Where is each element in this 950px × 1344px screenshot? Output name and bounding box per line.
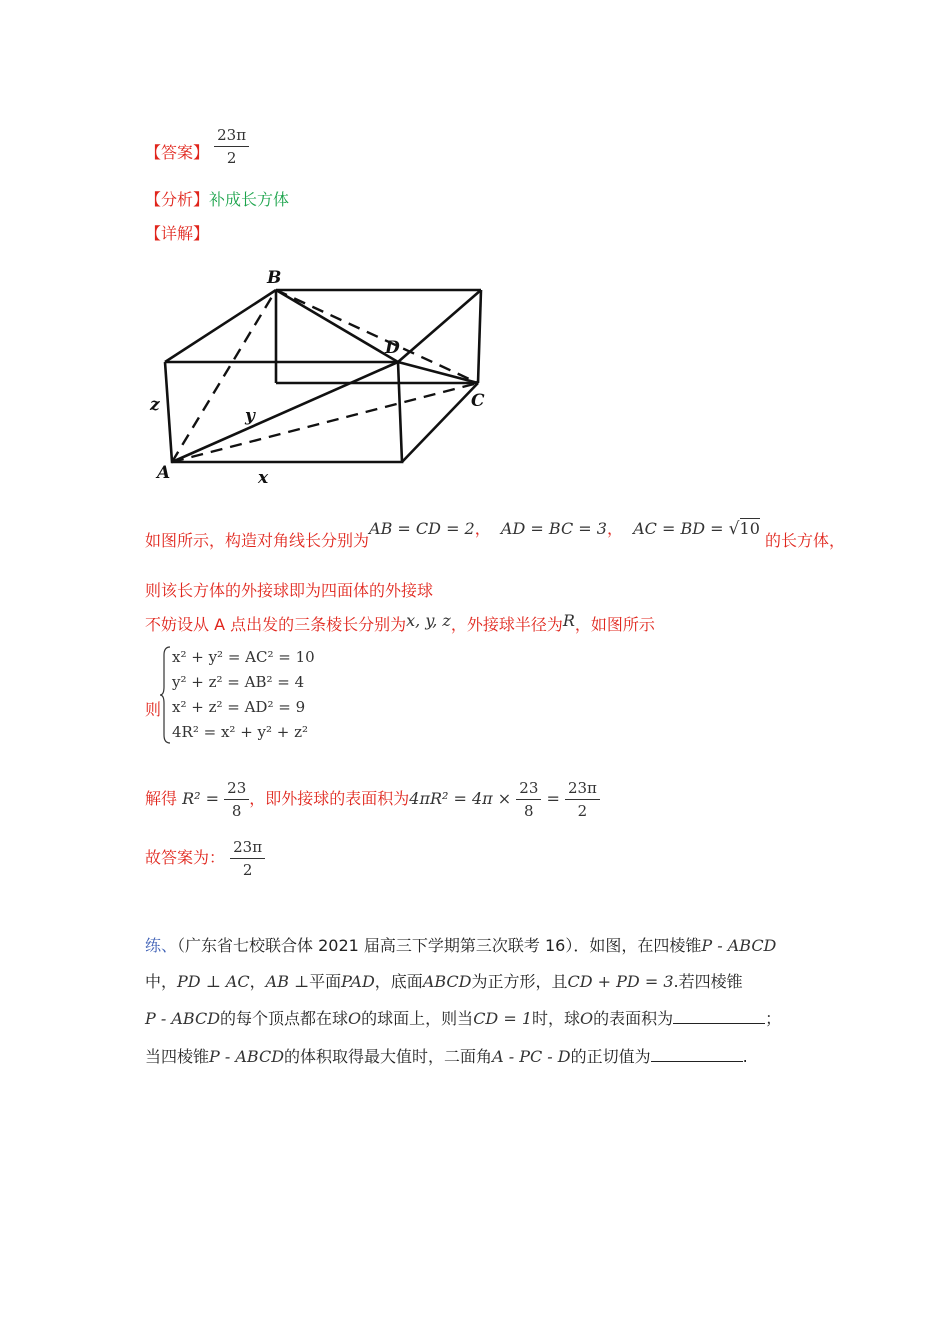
p1-eq2: AD = BC = 3: [500, 519, 607, 538]
solve-eq: =: [546, 789, 560, 808]
p1-sep2: ，: [606, 519, 623, 538]
ex2-k: .若四棱锥: [673, 972, 743, 991]
ex4-f: .: [742, 1047, 748, 1066]
ex3-i: ；: [765, 1009, 782, 1028]
solve-fraction-3: [565, 779, 600, 820]
ex2-sum: CD + PD = 3: [567, 972, 674, 991]
exercise-source: （广东省七校联合体 2021 届高三下学期第三次联考 16）．如图，在四棱锥: [177, 936, 702, 955]
vertex-a-label: A: [157, 463, 171, 483]
solve-f2-den: 8: [524, 802, 534, 820]
p3-tail: ，如图所示: [574, 615, 655, 634]
ex2-ab: AB ⊥: [265, 972, 310, 991]
edge-x-label: x: [258, 468, 269, 488]
system-line-2: y² + z² = AB² = 4: [172, 673, 305, 691]
exercise-label: 练、: [145, 936, 178, 955]
solve-f3-num: 23π: [565, 779, 600, 800]
ex2-plane: 平面: [309, 972, 342, 991]
answer-numerator: 23π: [214, 126, 249, 147]
ex2-abcd: ABCD: [422, 972, 472, 991]
final-num: 23π: [230, 838, 265, 859]
ex4-pyramid: P - ABCD: [209, 1047, 285, 1066]
p1-radicand: 10: [739, 519, 760, 538]
p1-tail: 的长方体，: [764, 531, 845, 550]
ex2-square: 为正方形，且: [471, 972, 568, 991]
exercise-line-4: [145, 1044, 748, 1067]
paragraph-solve: [145, 779, 600, 820]
ex4-a: 当四棱锥: [145, 1047, 210, 1066]
edge-y-label: y: [245, 406, 255, 426]
ex3-h: 的表面积为: [593, 1009, 674, 1028]
solve-r2: R² =: [182, 789, 220, 808]
p1-eq3: [633, 519, 760, 538]
final-fraction: [230, 838, 265, 879]
p3-r: R: [562, 611, 575, 630]
solve-f1-num: 23: [224, 779, 249, 800]
analysis-line: [145, 187, 289, 210]
ex3-o2: O: [580, 1009, 594, 1028]
p1-lead: 如图所示，构造对角线长分别为: [145, 531, 370, 550]
ex4-c: 的体积取得最大值时，二面角: [284, 1047, 493, 1066]
ex2-base: ，底面: [374, 972, 423, 991]
answer-blank-2[interactable]: [651, 1047, 743, 1062]
vertex-b-label: B: [267, 268, 282, 288]
paragraph-sphere: 则该长方体的外接球即为四面体的外接球: [145, 581, 434, 600]
vertex-c-label: C: [471, 391, 485, 411]
ex3-b: 的每个顶点都在球: [220, 1009, 349, 1028]
cuboid-figure: [145, 260, 505, 490]
p3-vars: x, y, z: [406, 611, 451, 630]
solve-lead: 解得: [145, 789, 178, 808]
system-line-1: x² + y² = AC² = 10: [172, 648, 315, 666]
ex2-a: 中，: [145, 972, 178, 991]
paragraph-assume: [145, 612, 655, 635]
ex4-angle: A - PC - D: [492, 1047, 571, 1066]
paragraph-construct: [145, 516, 845, 550]
p1-eq3-left: AC = BD =: [633, 519, 729, 538]
ex4-e: 的正切值为: [570, 1047, 651, 1066]
edge-z-label: z: [150, 395, 160, 415]
ex3-o1: O: [348, 1009, 362, 1028]
analysis-tag: 【分析】: [145, 190, 210, 209]
final-den: 2: [242, 861, 253, 879]
exercise-pyramid-1: P - ABCD: [701, 936, 777, 955]
answer-fraction: [214, 126, 249, 167]
exercise-line-1: [145, 933, 776, 956]
p3-mid: ，外接球半径为: [450, 615, 563, 634]
system-prefix: 则: [145, 700, 162, 719]
diagonal-dashes: [172, 290, 478, 462]
ex3-pyramid: P - ABCD: [145, 1009, 221, 1028]
solve-f1-den: 8: [231, 802, 242, 820]
p1-sep1: ，: [474, 519, 491, 538]
detail-tag: 【详解】: [145, 224, 210, 243]
equation-system: [172, 648, 322, 748]
cuboid-edges: [165, 290, 481, 462]
ex3-f: 时，球: [532, 1009, 581, 1028]
solve-expr: 4πR² = 4π ×: [409, 789, 512, 808]
sqrt-icon: √: [728, 519, 740, 539]
analysis-text: 补成长方体: [209, 190, 290, 209]
p3-lead: 不妨设从 A 点出发的三条棱长分别为: [145, 615, 407, 634]
left-brace-icon: [160, 645, 172, 745]
system-line-4: 4R² = x² + y² + z²: [172, 723, 309, 741]
ex2-c: ，: [249, 972, 266, 991]
solve-fraction-1: [224, 779, 249, 820]
vertex-d-label: D: [385, 338, 400, 358]
final-answer-line: [145, 838, 265, 879]
solve-fraction-2: [516, 779, 541, 820]
exercise-line-2: [145, 969, 743, 992]
exercise-line-3: [145, 1006, 781, 1029]
solve-f2-num: 23: [516, 779, 541, 800]
answer-tag: 【答案】: [145, 143, 210, 162]
ex3-d: 的球面上，则当: [361, 1009, 474, 1028]
p1-eq1: AB = CD = 2: [369, 519, 475, 538]
solve-f3-den: 2: [577, 802, 588, 820]
solve-mid: ，即外接球的表面积为: [249, 789, 410, 808]
ex3-cd: CD = 1: [473, 1009, 533, 1028]
answer-denominator: 2: [226, 149, 237, 167]
ex2-pad: PAD: [341, 972, 375, 991]
system-line-3: x² + z² = AD² = 9: [172, 698, 306, 716]
ex2-perp: PD ⊥ AC: [177, 972, 250, 991]
answer-blank-1[interactable]: [673, 1009, 765, 1024]
final-lead: 故答案为：: [145, 848, 226, 867]
